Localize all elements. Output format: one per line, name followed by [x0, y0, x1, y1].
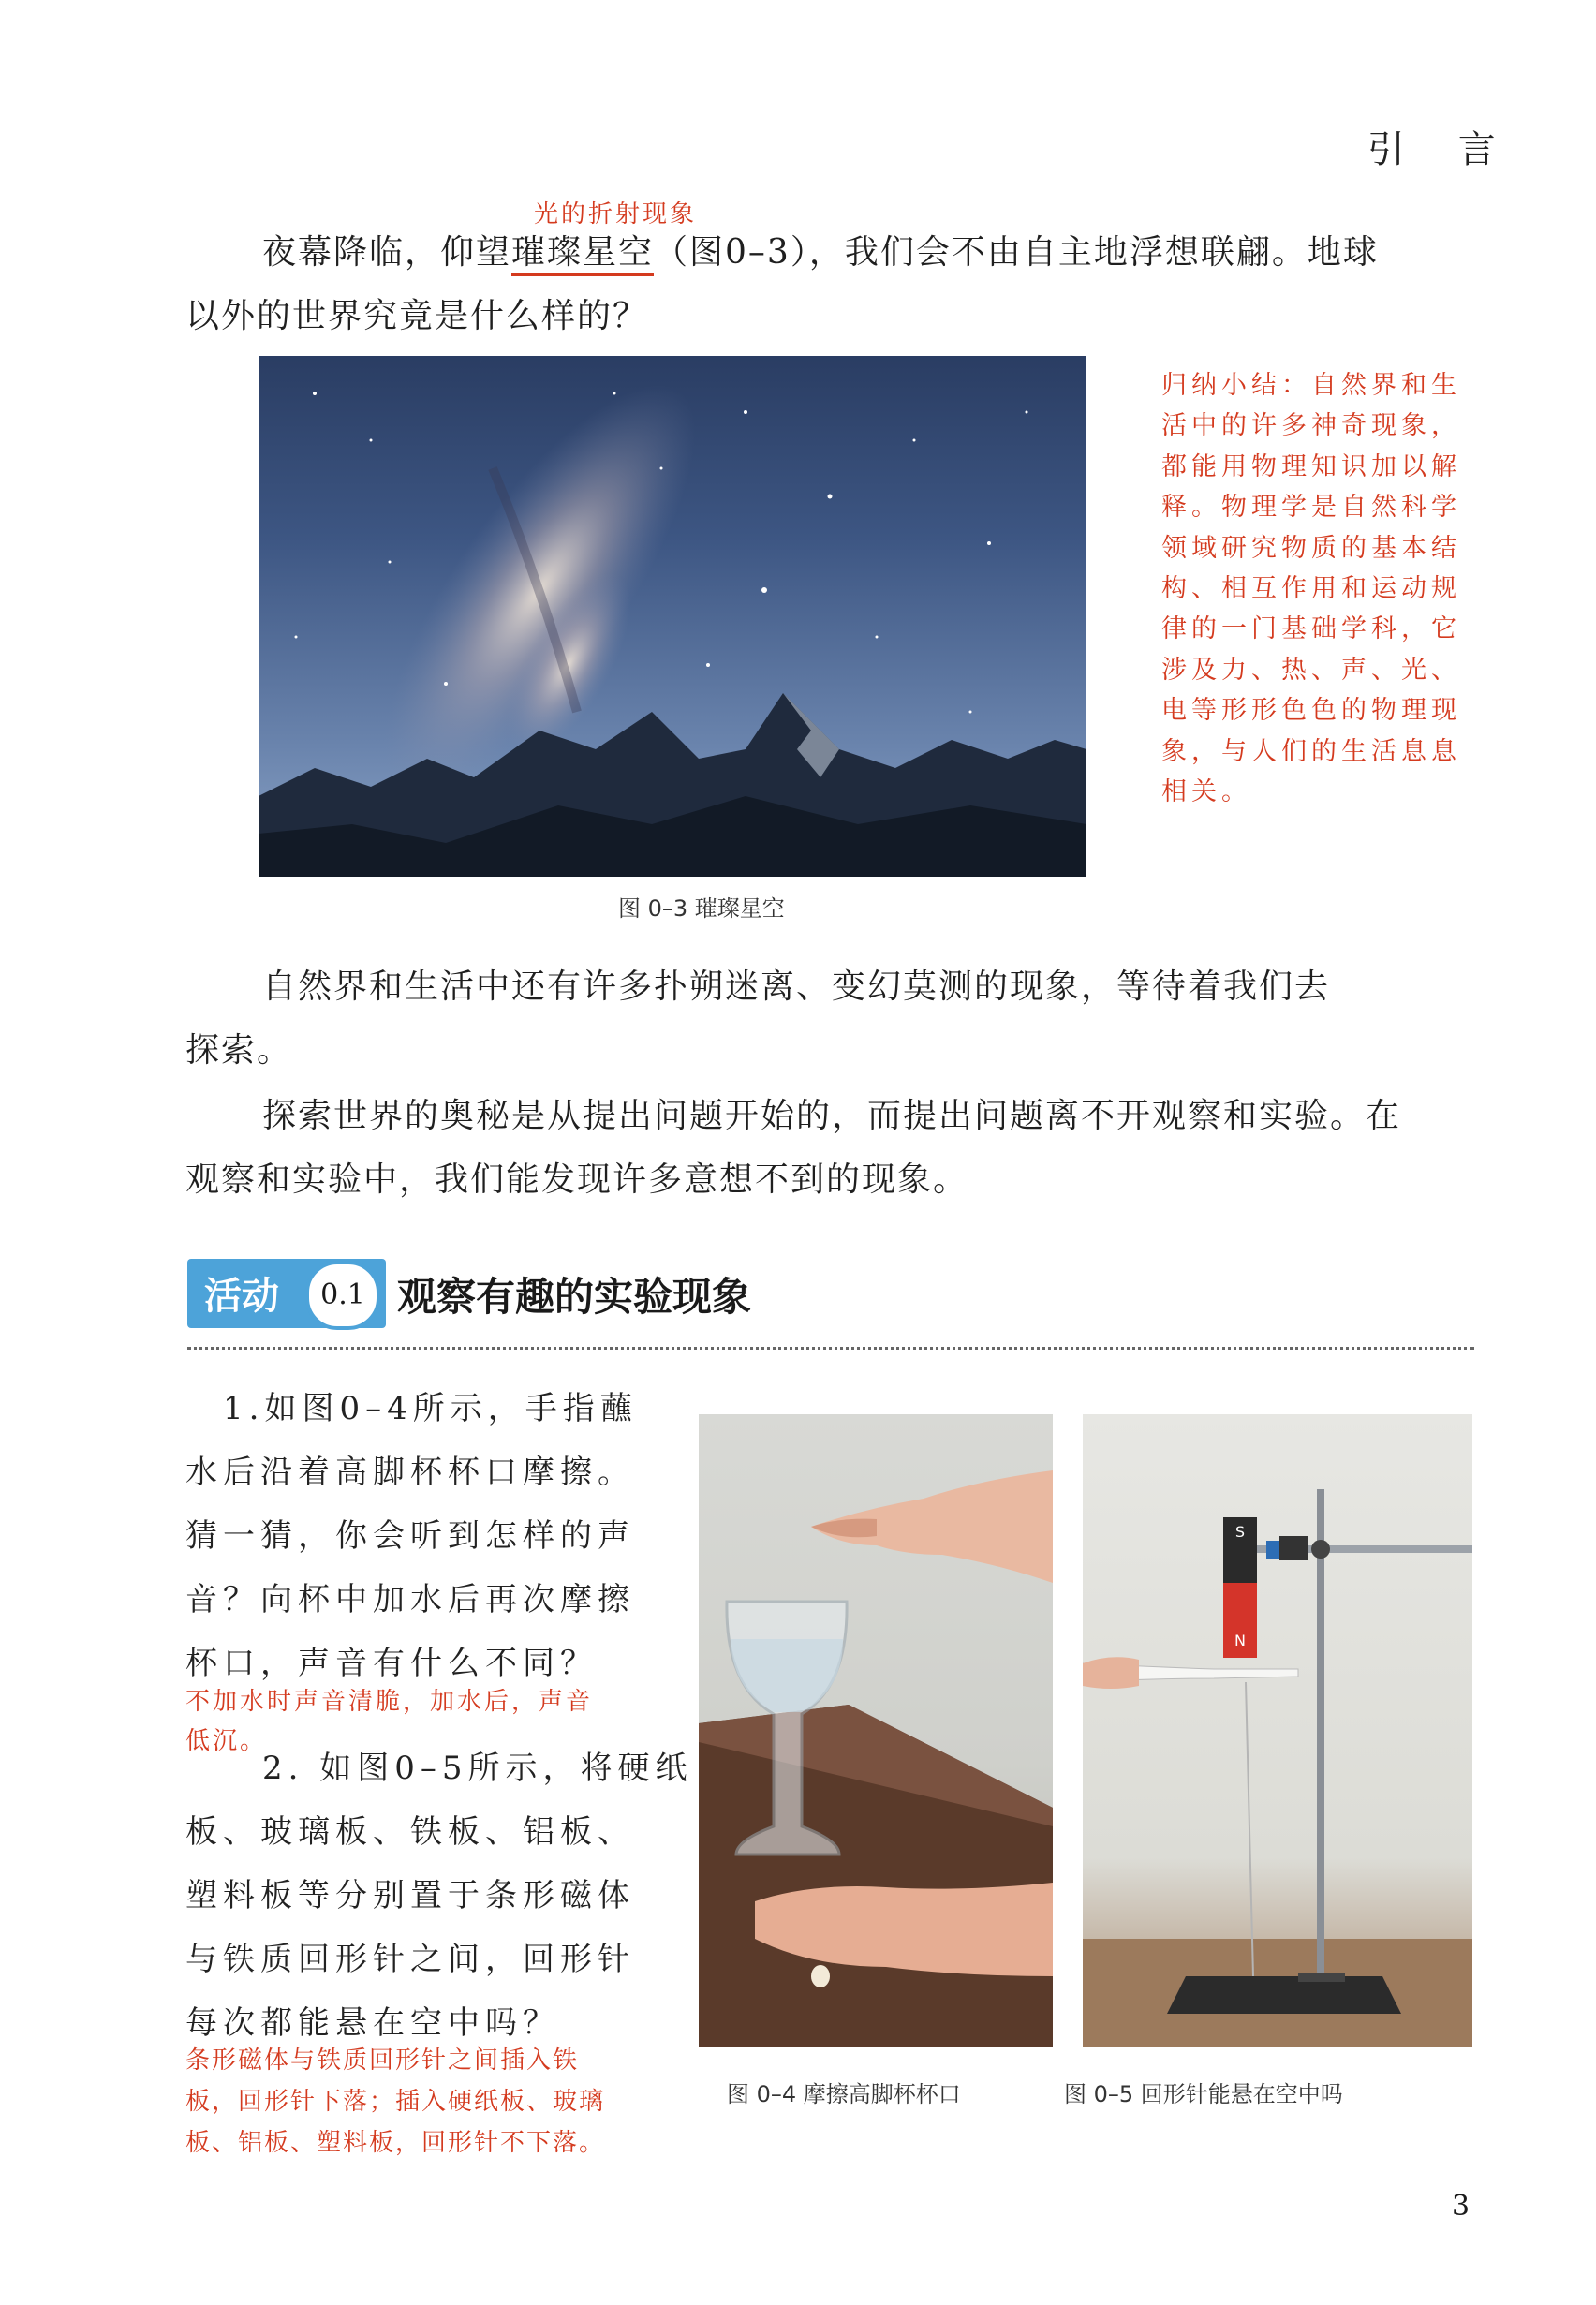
- paragraph-1-line-1: [262, 225, 1379, 281]
- section-divider: [187, 1347, 1474, 1350]
- answer-2-line: 板，回形针下落；插入硬纸板、玻璃: [185, 2088, 606, 2116]
- question-2-first-line: 2. 如图0–5所示，将硬纸: [262, 1750, 693, 1787]
- paragraph-1-text-end: （图0–3），我们会不由自主地浮想联翩。地球: [654, 233, 1379, 272]
- paragraph-2-line-2: 探索。: [185, 1031, 293, 1070]
- side-note-line: 涉及力、热、声、光、: [1161, 655, 1461, 685]
- handwritten-annotation-refraction: 光的折射现象: [534, 200, 698, 229]
- answer-2-line: 条形磁体与铁质回形针之间插入铁: [185, 2046, 580, 2075]
- side-note-line: 都能用物理知识加以解: [1161, 451, 1461, 481]
- side-note-line: 领域研究物质的基本结: [1161, 533, 1461, 563]
- side-note-line: 相关。: [1161, 777, 1251, 807]
- figure-0-5-caption: 图 0–5 回形针能悬在空中吗: [1064, 2081, 1343, 2107]
- answer-2-handwritten: [185, 2040, 605, 2164]
- wine-glass-photo: [699, 1414, 1053, 2047]
- answer-1-line: 不加水时声音清脆，加水后，声音: [185, 1688, 594, 1716]
- activity-label: 活动: [204, 1275, 279, 1318]
- activity-number: 0.1: [305, 1261, 380, 1330]
- side-note-line: 释。物理学是自然科学: [1161, 493, 1461, 523]
- magnet-n-label: N: [1234, 1632, 1246, 1649]
- magnet-s-label: S: [1234, 1523, 1246, 1541]
- paragraph-2-line-1: 自然界和生活中还有许多扑朔迷离、变幻莫测的现象，等待着我们去: [262, 968, 1331, 1006]
- question-1-line: 杯口，声音有什么不同？: [185, 1645, 598, 1682]
- page-number: 3: [1452, 2190, 1470, 2223]
- activity-title: 观察有趣的实验现象: [397, 1274, 752, 1320]
- side-note-line: 律的一门基础学科，它: [1161, 614, 1461, 644]
- question-2: [185, 1800, 691, 2055]
- figure-0-3-caption: 图 0–3 璀璨星空: [618, 895, 785, 922]
- question-1-line: 音？向杯中加水后再次摩擦: [185, 1581, 635, 1618]
- question-2-line: 每次都能悬在空中吗？: [185, 2004, 560, 2042]
- question-1-line: 水后沿着高脚杯杯口摩擦。: [185, 1454, 635, 1491]
- question-1-line: 1.如图0–4所示，手指蘸: [223, 1390, 638, 1427]
- side-note-line: 构、相互作用和运动规: [1161, 574, 1461, 604]
- figure-0-4-caption: 图 0–4 摩擦高脚杯杯口: [727, 2081, 961, 2107]
- chapter-header: 引 言: [1367, 128, 1516, 171]
- question-2-line: 与铁质回形针之间，回形针: [185, 1941, 635, 1978]
- milky-way-photo: [259, 356, 1086, 877]
- paragraph-3-line-1: 探索世界的奥秘是从提出问题开始的，而提出问题离不开观察和实验。在: [262, 1097, 1402, 1135]
- question-1: [185, 1377, 691, 1695]
- side-note-line: 电等形形色色的物理现: [1161, 696, 1461, 726]
- question-1-line: 猜一猜，你会听到怎样的声: [185, 1517, 635, 1555]
- side-note-line: 活中的许多神奇现象，: [1161, 411, 1461, 441]
- paragraph-1-text-start: 夜幕降临，仰望: [262, 233, 512, 272]
- magnet-paperclip-photo: [1083, 1414, 1472, 2047]
- side-note-line: 归纳小结：自然界和生: [1161, 371, 1461, 400]
- side-note-summary: [1161, 365, 1489, 812]
- paragraph-3-line-2: 观察和实验中，我们能发现许多意想不到的现象。: [185, 1160, 969, 1199]
- answer-1-line: 低沉。: [185, 1727, 268, 1755]
- question-2-line: 板、玻璃板、铁板、铝板、: [185, 1813, 635, 1851]
- underlined-phrase: 璀璨星空: [511, 233, 654, 276]
- answer-2-line: 板、铝板、塑料板，回形针不下落。: [185, 2129, 606, 2157]
- side-note-line: 象，与人们的生活息息: [1161, 736, 1461, 766]
- paragraph-1-line-2: 以外的世界究竟是什么样的？: [185, 297, 649, 335]
- question-2-line: 塑料板等分别置于条形磁体: [185, 1877, 635, 1914]
